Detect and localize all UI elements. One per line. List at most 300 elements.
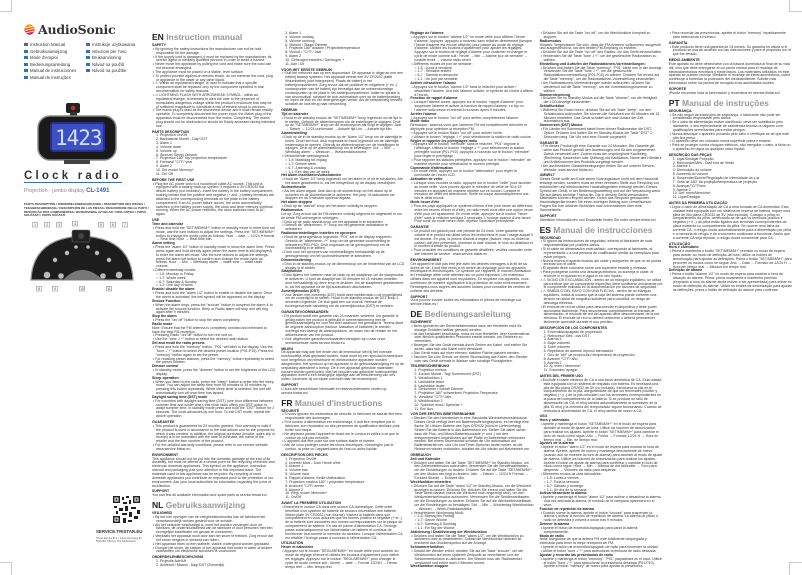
list-item: 1. Projectie Aan/Uit: [156, 559, 187, 564]
language-label: Istruzioni per l'uso: [92, 48, 127, 54]
part-callout: [107, 287, 112, 292]
bullet-item: • Bij het niet opvolgen van de veiligheidsinstructies kan de fabrikant niet verantwoordelijk worden gesteld voor de schade.: [152, 516, 275, 524]
bullet-item: • Enchufe el cable eléctrico de CA a una toma doméstica de CA. Esta unidad está equipada con un sistema de respaldo con batería. Es necesaria una pila de litio plana CR2032 de 3V (no incluida). Introduzca la pila en el compartimento de la pila, asegurándose de que los terminales positivo y negativo (+ y -) de la pila coinciden con los terminales correspondientes en la placa del compartimento de la batería. Si se produce un fallo de alimentación de CA, el reloj cambia automáticamente al suministro de la pila. El reloj y la memoria del temporizador siguen funcionando. Cuando se reanuda la alimentación de CA, el reloj cambia de nuevo a CA.: [540, 379, 663, 414]
bullet-item: • Plug the AC power cord to a household outlet AC source. This unit is equipped with a battery back-up system; it requires a 3V CR2032 flat lithium battery (not included). Insert the battery in the battery compartment, making certain that the positive and negative (+ and -) battery terminals are attached to the corresponding terminals on the plate in the battery compartment. If an AC power failure occurs, the clock automatically switches to the battery power supply, the clock and timer memory continue running. When the AC power resumes, the clock switches back to AC again.: [152, 183, 275, 218]
bullet-item: • Als het netsnoer beschadigd is, moet het worden vervangen door de fabrikant, de onderhoudsdienst van de fabrikant of door personen met een soortgelijke kwalificatie om gevaar te voorkomen.: [152, 524, 275, 536]
language-code: NL: [152, 500, 164, 511]
list-item: ○ 1-5: Montag bis Freitag: [414, 514, 454, 519]
model-number: CL-1491: [86, 188, 110, 194]
bullet-item: • Utilisez le bouton "réglage -/ +" pour sélectionner la station de radio voulue.: [410, 136, 533, 140]
cover-panel: [0, 0, 150, 575]
list-item: ○ 1-1 : Un jour par semaine: [414, 77, 458, 82]
language-title: Gebruiksaanwijzing: [165, 500, 246, 511]
part-callout: [57, 223, 62, 228]
bullet-item: • Appuyez sur le bouton "alarme 1/2" en mode veille pour afficher l'heure d'alarme. Appuyez, appuyez à nouveau sans relâcher directement (lorsque l'heure d'alarme est encore affichée) pour passer au mode de réglage d'alarme. Utilisez les boutons d'ajustement pour ajuster les réglages. Appuyez sur le bouton de réglage d'alarme pour confirmer et changer le cycle de mode comme suit : Heure → Min → Alarme jour de semaine → tonalité réveil → volume radio réveil.: [410, 36, 533, 63]
section-heading: SUPPORT: [281, 383, 299, 388]
bullet-item: • Für Länder mit Sommerzeit bietet Ihnen dieser Radiowecker die DST-Option. Drücken und halten Sie im Standby-Modus die Taste "DST" 2 Sekunden lang. Die Uhr wird eine Stunde vorgestellt.: [540, 128, 663, 140]
bullet-item: • Ne déplacez jamais l'appareil en tirant sur le cordon et veillez à ce que le cordon ne soit pas entortillé.: [281, 433, 404, 441]
language-label: Manual de instruções: [30, 74, 71, 80]
list-item: ○ 6-7: Sábado y domingo: [543, 483, 584, 488]
part-callout: [80, 287, 85, 292]
section-heading: ANTES DEL PRIMER USO: [539, 374, 584, 379]
bullet-item: • Diferentes modos de días laborables:: [540, 473, 663, 477]
bullet-item: • Apriete el botón de encendido/apagado de radio para encender la unidad.: [540, 546, 663, 550]
subsection-heading: Radiomodus: [281, 207, 303, 212]
list-item: 1. Projektion ein/aus: [414, 368, 447, 373]
bullet-item: • Nunca desloque o aparelho puxando pelo cabo e certifique-se de que este não fica preso.: [669, 133, 792, 141]
bullet-item: • Verschiedene Wochentag-Modi:: [410, 512, 533, 516]
section-heading: GARANTIEVOORWAARDEN: [281, 309, 329, 314]
section-heading: ONDERDELENBESCHRIJVING: [152, 555, 204, 560]
language-item: [24, 68, 86, 73]
paragraph: Cet appareil ne doit pas être jeté avec les déchets ménagers à la fin de sa durée de vie, il doit être remis à un centre de recyclage pour les appareils électriques et électroniques. Ce symbole sur l'appareil, le manuel d'utilisation et l'emballage attire votre attention sur ce point important. Les matériaux utilisés dans cet appareil sont recyclables. En recyclant vos appareils, vous contribuez de manière significative à la protection de notre environnement. Renseignez-vous auprès des autorités locales pour connaître les centres de collecte des déchets.: [410, 261, 532, 293]
list-item: ○ 1-7 : Semaine entière: [414, 69, 452, 74]
language-label: Instrukcje użytkowania: [92, 42, 136, 47]
bullet-item: • Si ignora las instrucciones de seguridad, eximirá al fabricante de toda responsabilidad por posibles daños.: [540, 240, 663, 248]
bullet-item: • Se o cabo de alimentação estiver danificado, deve ser substituído pelo fabricante, o seu representante de assistência técnica ou alguém com qualificações semelhantes para evitar perigos.: [669, 121, 792, 133]
section-heading: DESCRIPCIÓN DE LOS COMPONENTES: [539, 325, 608, 330]
language-flag-icon: [86, 63, 90, 66]
subsection-heading: Radio mode: [152, 321, 173, 326]
section-heading: MILIEU: [281, 346, 294, 351]
callout-number: 5: [100, 223, 102, 227]
bullet-item: • Branchez le cordon CA dans une source CA domestique. Cette unité bénéficie d'un système de batterie de secours nécessitant une batterie lithium plate 3V CR2032 (non fournie). Insérez la batterie dans son compartiment en vous assurant que les bornes positive et négative (+ et -) de la batterie sont associées aux bornes correspondantes sur la plaque du compartiment de batterie. En cas de panne d'alimentation CA, l'horloge passe automatiquement sur l'alimentation de batterie et continue de fonctionner tout comme la mémoire du minuteur. Lorsque l'alimentation CA est rétablie, l'horloge passe à nouveau à l'alimentation CA.: [281, 506, 404, 541]
list-item: 3. Alarme 1: [672, 164, 691, 169]
subsection-heading: Het alarm inschakelen/uitschakelen: [281, 173, 342, 178]
list-item: 4. Volume bas: [285, 468, 308, 473]
address-line-2: 5015 BH Tilburg | The Netherlands: [96, 540, 136, 544]
list-item: ○ 6-7: Samstag & Sonntag: [414, 522, 457, 527]
language-item: [86, 62, 148, 67]
list-item: 5. Volume haut: [285, 472, 309, 477]
subsection-heading: Mode heure d'été: [410, 200, 440, 205]
bullet-item: • When the alarm rings, press the "snooze" button to suspend the alarm & to activate the snooze function. Beep or Radio alarm will stop and will ring again after 9 minutes.: [152, 304, 275, 316]
list-item: 8. Avançar/°C/°F/ano: [672, 183, 706, 188]
list-item: ○ 1-1: Un día de la semana: [543, 487, 587, 492]
subsection-heading: Hora y calendario: [539, 418, 570, 423]
list-item: ○ 1-7: Ganze Woche: [414, 518, 448, 523]
list-item: ○ 1-5: Lunes a viernes: [543, 475, 579, 480]
list-item: 2. Zurück/ Monat - Tag/ Sommerzeit (DST): [414, 372, 482, 377]
list-item: 10. Speicher einst./ Speicher +: [414, 402, 463, 407]
bullet-item: • Prima o botão "alarme 1/2" no modo de espera para mostrar a hora de ativação do alarme. Prima, prima novamente e mantenha premido (enquanto a hora do alarme ainda estiver a ser apresentada) para entrar no modo de definição do alarme. Utilize os botões de sintonização para ajustar as definições, prima o botão de definição do alarme para confirmar.: [669, 273, 792, 292]
callout-number: 4: [74, 222, 76, 226]
part-callout: [99, 223, 104, 228]
list-item: 10. Régl. mode/ Mémoire+: [285, 491, 328, 496]
section-heading: DESCRIPTION DES PIÈCES: [281, 452, 328, 457]
bullet-item: • Druk tijdens het luisteren naar de radio op de slaapknop om de slaapmodus te activeren. U kunt de slaaptijd van 90 minuten tot 15 minuten instellen door herhaaldelijk op deze knop te drukken. Als de slaaptimer geselecteerd is, zal het apparaat na de tijd automatisch uitschakelen.: [281, 274, 404, 289]
bullet-item: • Drücken und halten Sie die Taste "alarm 1/2", um die Weckfunktion zu aktivieren oder zu deaktivieren. Sobald die Weckfunktion aktiviert ist, erscheint das Glockensymbol auf der Anzeige.: [410, 535, 533, 547]
bullet-item: • Appuyez sur le bouton "RÉGL/MÉM/M+" en mode veille pour accéder au mode de réglage d'heure et utilisez les boutons d'ajustement pour définir les réglages. Appuyez sur le bouton "RÉGL/MÉM/M+" pour changer le cycle de mode comme suit : Année → date → Format 12/24H → Heure temps réel → Min. temps réel.: [281, 550, 404, 569]
list-item: 2. Backwards/ Month - Day/ DST: [156, 137, 208, 142]
subsection-heading: Fonction de rappel d'alarme: [410, 96, 458, 101]
bullet-item: • ⚠ Within an equilateral triangle, is used to indicate that a specific component shall be replaced only by the component specified in that documentation for safety reasons.: [152, 82, 275, 94]
bullet-item: • Different weekday modes:: [152, 269, 275, 273]
section-heading: GARANTIE: [539, 140, 559, 145]
list-item: 11. On/Off: [285, 495, 302, 500]
list-item: 11. On/ Off: [156, 171, 174, 176]
bullet-item: • Ist das Netzkabel beschädigt, muss es vom Hersteller, dem Kundendienst oder ähnlich qualifizierten Personen ersetzt werden, um Gefahren zu vermeiden.: [410, 333, 533, 345]
subsection-heading: Sommerzeit (DST) Modus: [539, 123, 583, 128]
language-flag-icon: [24, 43, 28, 46]
bullet-item: • For recalling preset stations, press the "memory" button repeatedly to select the preset number.: [152, 358, 275, 366]
subsection-heading: Sluimerfunctie: [281, 184, 306, 189]
subsection-heading: Mode radio: [410, 119, 430, 124]
bullet-item: • El enchufe de red se utiliza para desconectar el dispositivo y debe poder accionarse fácilmente. Para desconectar completamente la entrada de alimentación, el enchufe de red del aparato debe desconectarse de la red eléctrica. El enchufe de red no deberá obstruirse o deberá permanecer fácilmente accesible durante el uso previsto.: [540, 306, 663, 325]
list-item: 6. Sluimer / Slaap/ Dimmer: [285, 42, 328, 47]
section-heading: SUPPORT: [410, 294, 428, 299]
bullet-item: • Voor landen met zomertijd (DST) biedt deze wekkerradio u de mogelijkheid om de zomertijd in te stellen. Houd in de standby-modus de DST-knop 2 seconden ingedrukt. De klok gaat één uur vooruit. Herhaal de bovengenoemde handeling om de zomertijdmodus (DST) te verlaten.: [281, 294, 404, 309]
language-flag-icon: [86, 50, 90, 53]
list-item: 9. Alarme 2: [285, 487, 304, 492]
subsection-heading: Función de repetición de alarma: [539, 506, 594, 511]
bullet-item: • Stecken Sie den Netzstecker in eine Haushalts-Wechselstromsteckdose. Dieses Gerät verfügt über ein Batteriepufferungssystem; es benötigt eine flache 3V Lithium Batterie des Typs CR2032 (nicht im Lieferumfang). Setzen Sie die Batterie in das Batteriefach ein. Stellen Sie dabei sicher, dass die Plus- und Minus-Batteriekontakte (+ und -) mit den entsprechenden Anschlüssen auf der Platte im Batteriefach verbunden werden. Bei einem Stromausfall schaltet die Uhr automatisch auf Batteriebetrieb um, und Uhr und Timer-Speicher laufen weiter. Ist der Netzstrom wieder vorhanden, schaltet die Uhr wieder auf Netzbetrieb um.: [410, 417, 533, 452]
list-item: ○ 1-1: Een dag van de week: [285, 169, 330, 174]
company-address: [96, 537, 142, 544]
bullet-item: • Beim Ignorieren der Sicherheitshinweise kann der Hersteller nicht für etwaige Schäden haftbar gemacht werden.: [410, 325, 533, 333]
bullet-item: • Cuando suene la alarma, apriete el botón "snooze" para suspender la alarma y activar la función de repetición de alarma. La alarma de pitido o radio se detendrá y volverá a sonar tras 9 minutos.: [540, 512, 663, 524]
section-heading: SUPPORT: [152, 489, 170, 494]
bullet-item: • Druk op de in de standby-modus op de "Alarm 1/2" knop om de alarmtijd te tonen. Druk hem kort, druk nogmaals en houd ingedrukt om de alarmtijd-instelmodus te openen. Gebruik de afstemknoppen om de instellingen te wijzigen. Druk op de alarminstelknop om te bevestigen: Uur → Min. → Weekdag alarm → Wektoon → Wekkerradiovolume.: [281, 136, 404, 155]
callout-number: 11: [107, 287, 111, 291]
language-title: Bedienungsanleitung: [424, 309, 511, 320]
language-item: [24, 55, 86, 60]
list-item: 1. Projection On/Off: [285, 456, 317, 461]
language-title: Manuel d'instructions: [294, 397, 383, 408]
list-item: ○ 1-1: Ein Tag der Woche: [414, 525, 455, 530]
subsection-heading: Arrêter l'alarme: [410, 111, 437, 116]
bullet-item: • Die ausführlichen Garantiebedingungen finden Sie auf unserer Service-Website: www.service.tristar.eu: [540, 165, 663, 173]
paragraph: Vous pouvez trouver toutes les informations et pièces de rechange sur service.tristar.eu !: [410, 298, 521, 307]
section-heading: GARANTIE: [410, 225, 429, 230]
callout-number: 3: [58, 223, 60, 227]
part-callout: [111, 223, 116, 228]
subsection-heading: Commande d'atténuation: [410, 165, 453, 170]
language-flag-icon: [24, 69, 28, 72]
list-item: 7. Projection rotation 180° / projection température: [285, 479, 365, 484]
list-item: 7. Giro de 180° de proyección/ temperatura de proyección: [543, 352, 635, 357]
callout-number: 9: [54, 287, 56, 291]
language-label: Návod na použitie: [92, 68, 127, 74]
part-callout: [33, 223, 38, 228]
bullet-item: • Bewegen Sie das Gerät niemals durch Ziehen am Kabel, und stellen Sie sicher, dass sich das Kabel nicht verwickelt.: [410, 344, 533, 352]
list-item: ○ 1-1: One day of week: [156, 283, 193, 288]
bullet-item: • Het apparaat moet op een stabiele, vlakke ondergrond worden geplaatst.: [152, 543, 275, 547]
section-heading: SAFETY: [152, 43, 166, 47]
bullet-item: • Utilice el botón "tune -/ +" para seleccionar la emisora de radio deseada.: [540, 550, 663, 554]
bullet-item: • For countries with daylight saving time (DST) (one hour difference between summer time and winter time), this clock radio offers you DST option to adapt summer time. In standby mode press and hold the "DST" button for 2 seconds. The clock advances by one hour. To exit DST mode, repeat the above operation.: [152, 400, 275, 419]
list-item: 1. Ligar/Desligar Projeção: [672, 156, 714, 161]
list-item: 11. Ligar/Desligar: [672, 195, 701, 200]
list-item: 9. Alarm 2: [156, 164, 172, 169]
list-item: ○ 6-7: Zaterdag & zondag: [285, 165, 326, 170]
paragraph: Dit apparaat mag aan het einde van de levensduur niet bij het normale huishoudelijk afval geplaatst worden, maar moet bij een speciaal inzamelpunt voor hergebruik van elektrische en elektronische apparaten worden aangeboden. Het symbool op het apparaat, in de gebruiksaanwijzing en op de verpakking attendeert u hierop. De in het apparaat gebruikte materialen kunnen worden gerecycled. Met het recyclen van gebruikte huishoudelijke apparaten levert u een belangrijke bijdrage aan de bescherming van ons milieu. Informeer bij uw lokale overheid naar het inzamelpunt.: [281, 350, 404, 382]
list-item: 2. Retroceso/ Mes - día/ DST: [543, 333, 590, 338]
list-item: 4. Bajar volumen: [543, 341, 571, 346]
subsection-heading: Activation de veille: [410, 177, 443, 182]
language-item: [86, 55, 148, 60]
bullet-item: • Drücken und halten Sie die Taste "memory". "P01" blinkt nun in der Anzeige. Verwenden Sie die Taste "tune -/ +", um die gewünschte Radiostationsvoreinstellung (P01-P10) zu wählen. Drücken Sie erneut auf die Taste "memory", um die Radiostationen-Voreinstellung einzustellen.: [540, 67, 663, 82]
bullet-item: • Tauchen Sie zum Schutz vor einem Stromschlag das Kabel, den Stecker oder das Gerät niemals in Wasser oder sonstige Flüssigkeiten.: [410, 356, 533, 364]
list-item: 6. Snooze/ Sleep/ Dimmer: [156, 152, 198, 157]
bullet-item: • Während Sie Radio hören, drücken Sie auf die Taste "sleep", um den Schlafmodus aufzurufen. Sie können die Schlafzeit von 90 Minuten bis 15 Minuten einstellen. Das Gerät schaltet sich nach Ablauf der Zeit automatisch aus.: [540, 109, 663, 124]
language-item: [86, 68, 148, 73]
list-item: 9. Alarme 2: [672, 187, 691, 192]
list-item: ○ 1-5: Monday to Friday: [156, 271, 194, 276]
bullet-item: • Pressing Radio "on/ off" button to turn the unit on.: [152, 334, 275, 338]
product-subtitle: [24, 188, 109, 194]
subsection-heading: Radiovoorinstellingen instellen en oproepen: [281, 231, 357, 236]
list-item: 7. Projectie 180° draaien / Projectietemperatuur: [285, 46, 360, 51]
language-title: Instruction manual: [166, 32, 243, 42]
list-item: 7. Projection 180° flip/ projection temperature: [156, 156, 228, 161]
bullet-item: • Voor uitgebreide garantievoorwaarden verwijzen wij u naar onze servicewebsite: www.service.tristar.eu: [281, 338, 404, 346]
bullet-item: • Para recordar las presintonías, apriete el botón "memory" repetidamente para seleccionar el número.: [669, 32, 792, 40]
list-item: 5. Subir volumen: [543, 345, 571, 350]
section-heading: SEGURANÇA: [668, 108, 692, 113]
bullet-item: • Si el cable de alimentación está dañado, corresponde al fabricante, al representante o a una persona de cualificación similar su reemplazo para evitar peligros.: [540, 248, 663, 260]
bullet-item: • Ligue o cabo de alimentação de CA a uma tomada de CA doméstica. Esta unidade está equipada com um sistema de reserva de bateria, requer uma pilha de lítio plana CR2032 de 3V (não incluída). Coloque a pilha no compartimento da pilha, certificando-se de que os terminais positivo e negativo (+ e -) da pilha estão ligados aos terminais correspondentes da placa existente no compartimento da pilha. Se ocorrer uma falha da corrente CA, o relógio muda automaticamente para a alimentação por pilha e a memória do relógio e do cronómetro continuam a funcionar. Assim que a corrente CA seja reposta, o relógio muda novamente para CA.: [669, 206, 792, 241]
subsection-heading: Dimmerbediening: [281, 257, 312, 262]
section-heading: AVANT LA PREMIÈRE UTILISATION: [281, 501, 341, 506]
section-heading: GARANTÍA: [668, 40, 688, 45]
callout-number: 7: [124, 223, 126, 227]
list-item: 8. Vorwärts/ °C/°F/ Jahr: [414, 395, 452, 400]
bullet-item: • Drücken Sie auf die Taste "on/ off" des Radios, um das Gerät einzuschalten.: [540, 51, 663, 55]
bullet-item: • Use the "tune -/ +" button to select the desired radio station.: [152, 338, 275, 342]
section-heading: SÉCURITÉ: [281, 408, 300, 413]
bullet-item: • Para protegerse contra una descarga eléctrica, no sumerja el cable, el enchufe ni el aparato en el agua ni en otro líquido.: [540, 271, 663, 279]
callout-number: 10: [80, 287, 84, 291]
bullet-item: • O aparelho deve ser colocado numa superfície plana e estável.: [669, 140, 792, 144]
bullet-item: • If the supply cord is damaged, it must be replaced by the manufacturer, its service agent or similarly qualified persons in order to avoid a hazard.: [152, 56, 275, 64]
list-item: 7. Volta de 180° da projeção/temperatura de projeção: [672, 179, 757, 184]
subsection-heading: Aktivierung / Deaktivierung der Weckfunktion: [410, 529, 487, 534]
language-flag-icon: [24, 56, 28, 59]
part-callout: [123, 223, 128, 228]
bullet-item: • Verschillende weekdagmodi:: [281, 155, 404, 159]
bullet-item: • Apriete y mantenga el botón "SET/MEM/M+" en el modo de espera para acceder al modo de ajuste de hora. Utilice los botones de sintonización para realizar los ajustes. Apriete el botón "SET/MEM/M+" para cambiar el ciclo de modo como sigue: Año → Fecha → Formato 12/24 H → Hora en tiempo real → Min. en tiempo real.: [540, 423, 663, 442]
list-item: ○ 1-5: Maandag tot vrijdag: [285, 158, 327, 162]
list-item: ○ 1-5 : Lundi à vendredi: [414, 65, 452, 70]
list-item: ○ 1-7: Toda la semana: [543, 479, 579, 484]
subsection-heading: Definição de alarme: [668, 268, 703, 273]
subsection-heading: Zomertijdmodus (DST): [281, 288, 320, 293]
bullet-item: • Houd de geheugenknop ingedrukt. "P01" zal in de display knipperen. Gebruik de "afstemmen -/+" knop om de gewenste voorinstelling te selecteren (P01-P10). Druk nogmaals op de geheugenknop om de voorinstelling in te stellen.: [281, 236, 404, 251]
list-item: 9. Weckfunktion 2: [414, 398, 443, 403]
list-item: 4. Volume down: [156, 144, 182, 149]
bullet-item: • In standby mode, press the "dimmer" button to set the brightness of the LCD display.: [152, 369, 275, 377]
subsection-heading: Het alarm stoppen: [281, 200, 313, 205]
bullet-item: • Das Gerät muss auf einer ebenen, stabilen Fläche platziert werden.: [410, 352, 533, 356]
paragraph: Este aparato no debe desecharse con la basura doméstica al final de su vida útil, sino que debe entregarse en un punto central para el reciclaje de electrodomésticos eléctricos y electrónicos. Los materiales utilizados en este aparato se pueden reciclar. Mediante el reciclaje de electrodomésticos, usted contribuye a fomentar la protección del medioambiente. Solicite más información sobre los puntos de recogida a las autoridades locales.: [668, 61, 791, 86]
bullet-item: • Verwenden Sie die Taste "tune -/ +", um die gewünschte Radiostation zu wählen.: [540, 55, 663, 63]
bullet-item: • Druk op de "aan/uit" knop om het alarm volledig te stoppen.: [281, 205, 404, 209]
bullet-item: • Ce produit est garanti pour une période de 24 mois. Votre garantie est valable si le produit est utilisé selon les instructions et pour l'usage auquel il est destiné. En plus, la preuve d'achat d'origine (facture, reçu ou ticket de caisse) doit être présentée, montrant la date d'achat, le nom du détaillant et le numéro d'article du produit.: [410, 230, 533, 249]
list-item: 10. Def. mem/Memória+: [672, 191, 711, 196]
language-label: Manual de instrucciones: [30, 68, 77, 74]
bullet-item: • Gebruik de "afstemmen -/+" knop om het gewenste radiostation te selecteren.: [281, 224, 404, 232]
bullet-item: • Press and hold the "alarm 1/2" button to enable or disable the alarm. Once the alarm is activated, the bell symbol will be appeared on the display.: [152, 292, 275, 300]
bullet-item: • Für dieses Produkt gilt eine Garantie von 24 Monaten. Die Garantie gilt, wenn das Produkt gemäß den Anweisungen und für den vorgesehenen Zweck verwendet wird. Zudem muss der ursprüngliche Kaufbeleg (Rechnung, Kassenbon oder Quittung) mit Kaufdatum, Name des Händlers und Artikelnummer des Produkts vorgelegt werden.: [540, 145, 663, 164]
section-heading: DESCRIÇÃO DAS PEÇAS: [668, 152, 712, 157]
subsection-heading: Weckfunktion stoppen: [410, 564, 449, 569]
part-callout: [45, 223, 50, 228]
language-code: ES: [539, 224, 551, 235]
product-subtitle-text: Projection - jumbo display: [24, 188, 85, 194]
bullet-item: • Drücken Sie im Standby-Modus auf die Taste "dimmer", um die Helligkeit der LCD-Anzeige einzustellen.: [540, 97, 663, 105]
section-heading: UMWELT: [539, 173, 555, 178]
language-item: [24, 49, 86, 54]
bullet-item: • Druk in de standby-modus op de dimmerknop om de helderheid van de LCD display in te stellen.: [281, 263, 404, 271]
language-heading: [410, 309, 533, 319]
section-heading: GUARANTEE: [152, 420, 175, 424]
subsection-heading: Heure et calendrier: [281, 545, 314, 550]
language-item: [24, 42, 86, 47]
section-heading: GEBRUIK: [281, 108, 298, 113]
language-list: [24, 42, 149, 80]
bullet-item: • ⚠ SÍMBOLO DEL RAYO CON UNA FLECHA - dentro de un triángulo equilátero, indica al usuario que la caja del sistema puede contener una tensión sin aislar de magnitud suficiente para constituir un riesgo de descarga eléctrica.: [540, 290, 663, 305]
language-flag-icon: [86, 43, 90, 46]
parts-diagram: [25, 220, 140, 292]
list-item: 8. Avancer/ °C/°F/ année: [285, 483, 325, 488]
language-code: FR: [281, 397, 293, 408]
paragraph: Dieses Gerät sollte am Ende seiner Nutzungsdauer nicht mit dem Hausmüll entsorgt werden, sondern muss an einer zentralen Stelle zum Recycling von elektrischen und elektronischen Haushaltsgeräten entsorgt werden. Dieses Symbol am Gerät, in der Bedienungsanleitung und auf der Verpackung weist Sie auf dieses wichtige Thema hin. Die in diesem Gerät verwendeten Materialien können recycelt werden. Durch das Recyceln gebrauchter Haushaltsgeräte leisten Sie einen wichtigen Beitrag zum Umweltschutz. Fragen Sie Ihre örtlichen Behörden nach Informationen über eine Sammelstelle.: [539, 177, 660, 212]
brand-logo: [24, 22, 115, 37]
language-heading: [281, 398, 404, 408]
language-item: [86, 42, 148, 47]
section-heading: VEILIGHEID: [152, 511, 173, 516]
bullet-item: • Press the "alarm 1/2" button in standby mode to show the alarm time. Press, press again and hold directly again (when the alarm time is still displayed) to enter the alarm set mode. Use the tune buttons to adjust the settings, press the alarm set button to confirm and change the mode cycle as follows: Hour → Min → Weekday alarm → wake tone → wake radio volume.: [152, 246, 275, 269]
subsection-heading: Ajustes de la alarma: [539, 441, 574, 446]
subsection-heading: Time and calendar: [152, 221, 184, 226]
bullet-item: • Se não seguir as instruções de segurança, o fabricante não pode ser considerado responsável pelo danos.: [669, 114, 792, 122]
bullet-item: • By ignoring the safety instructions the manufacturer can not be hold responsible for the damage.: [152, 48, 275, 56]
bullet-item: • Houd in de standby-modus de "SET/MEM/M+" knop ingedrukt om de tijd in te stellen. Gebruik de afstemknoppen om de instellingen te wijzigen. Druk op de "SET/MEM/M+" knop om de moduscyclus als volgt te wijzigen: Jaar → Datum → 12/24 uurformaat → Actuele tijd Uur → Actuele tijd Min.: [281, 117, 404, 132]
subsection-heading: Slaapfunctie: [281, 269, 303, 274]
language-label: Návod na použití: [92, 61, 125, 67]
bullet-item: • Sluit het netsnoer aan op een stopcontact. Dit apparaat is uitgerust met een batterij backup systeem. Het apparaat vereist een 3V CR2032 platte lithiumbatterij (niet inbegrepen). Plaats de batterij in het batterijcompartiment. Zorg ervoor dat de positieve en negatieve (+ en -) contactpunten van de batterij zijn bevestigd aan de overeenkomstige contactpunten op de plaat in het batterijcompartiment. Indien er sprake is van stroomuitval, schakelt de klok automatisch over op de batterijvoeding en lopen de klok en het timergeheugen verder. Als de netspanning herstelt, schakelt de klok terug naar netvoeding.: [281, 72, 404, 107]
section-heading: BEFORE THE FIRST USE: [152, 177, 195, 182]
bullet-item: • Dompel het snoer, de stekker of het apparaat niet onder in water of andere vloeistoffen om elektrische schokken te voorkomen.: [152, 547, 275, 555]
language-heading: [152, 500, 275, 510]
subsection-heading: Einstellung und Aufrufen der Radiostationen-Voreinstellungen:: [539, 61, 646, 66]
paragraph: Note: Ensure that the FM antenna is completely unrolled and extended to have the best FM reception.: [152, 325, 267, 334]
bullet-item: • Afin de vous protéger contre les chocs électriques, n'immergez pas le cordon, la prise ou l'appareil dans de l'eau ou autre liquide.: [281, 444, 404, 452]
language-flag-icon: [24, 76, 28, 79]
paragraph: This appliance should not be put into the domestic garbage at the end of its durability, but must be offered at a central point for the recycling of electric and electronic domestic appliances. This symbol on the appliance, instruction manual and packaging puts your attention to this important issue. The materials used in this appliance can be recycled. By recycling of used domestic appliances you contribute an important push to the protection of our environment. Ask your local authorities for information regarding the point of recollection.: [152, 456, 275, 488]
bullet-item: • Apriete el botón "alarm 1/2" en el modo de espera para mostrar la hora de alarma. Apriete, apriete de nuevo y mantenga directamente de nuevo (cuando aún se muestre la hora de alarma) para acceder al modo de ajuste de alarma. Utilice los botones de sintonización para realizar los ajustes. Apriete el botón de ajuste de alarma para confirmar y cambiar el ciclo de modo como sigue: Hora → Min → Alarma de día laborable → Tono para despertar → Volumen de radio para despertar.: [540, 446, 663, 473]
language-flag-icon: [24, 50, 28, 53]
language-heading: [669, 98, 792, 108]
bullet-item: • Verplaats het apparaat nooit door aan het snoer te trekken. Zorg ervoor dat het snoer nergens in verward kan raken.: [152, 535, 275, 543]
paragraph: Remarque : assurez-vous que l'antenne FM est complètement déroulée et déployée pour optimiser la réception FM.: [410, 123, 527, 132]
list-item: 4. Lautstärke leiser: [414, 379, 445, 384]
subsection-heading: Sleep operation: [152, 375, 179, 380]
bullet-item: • Appuyez sur le bouton "alarme 1/2" sans le relâcher pour activer / désactiver l'alarme. Une fois l'alarme activée, le symbole de cloche s'affiche à l'écran.: [410, 86, 533, 98]
clock-radio-image: [36, 100, 118, 168]
section-heading: UTILIZAÇÃO: [668, 241, 691, 246]
language-label: Gebruiksaanwijzing: [30, 48, 68, 54]
list-item: 10. Aj. mem./ Memoria+: [543, 364, 582, 369]
list-item: 5. Volume up: [156, 148, 177, 153]
bullet-item: • Press the "on/ off" button to stop the alarm completely.: [152, 319, 275, 323]
subsection-heading: Schlummerfunktion: [410, 545, 444, 550]
list-item: ○ 1-7: Whole week: [156, 275, 186, 280]
subsection-heading: Tijd en kalender: [281, 111, 309, 116]
language-item: [24, 75, 86, 80]
list-item: 3. Alarm 1: [285, 31, 302, 35]
subsection-heading: Alarminstelling: [281, 131, 307, 136]
paragraph: U kunt alle beschikbare informatie en reserveonderdelen vinden op service.tristar.eu!: [281, 386, 387, 395]
list-item: 3. Alarme 1: [285, 464, 304, 469]
address-line-1: Tristar Europe B.V. | Jules Verneweg 87,: [96, 537, 143, 540]
bullet-item: • Um Radiostationen-Voreinstellungen wieder aufzurufen, drücken Sie wiederholt auf die Taste "memory", um die Voreinstellungsnummer zu wählen.: [540, 82, 663, 94]
section-heading: ENVIRONNEMENT: [410, 257, 442, 262]
language-code: DE: [410, 309, 423, 320]
subsection-heading: Daylight saving time (DST) mode: [152, 394, 208, 399]
clock-display-time: 1423: [55, 126, 102, 150]
subsection-heading: Zeit und Kalender: [410, 456, 441, 461]
bullet-item: • Drücken Sie auf die Taste "on/ off", um die Weckfunktion komplett zu stoppen.: [540, 32, 663, 40]
section-heading: SICHERHEIT: [410, 320, 432, 325]
product-title: Clock radio: [24, 170, 122, 182]
part-callout: [73, 222, 78, 227]
section-heading: USO: [539, 414, 548, 419]
part-callout: [37, 287, 42, 292]
list-item: 9. Alarm 2: [285, 54, 302, 59]
bullet-item: • Lorsque l'alarme sonne, appuyez sur le bouton "rappel d'alarme" pour suspendre l'alarme et activer la fonction de rappel d'alarme. Le bip ou l'alarme radio cesse et retentit à nouveau après 9 minutes.: [410, 101, 533, 113]
list-item: 5. Lautstärke lauter: [414, 383, 445, 388]
subsection-heading: Set and recall the radio presets: [152, 341, 205, 346]
bullet-item: • Différents modes de jour de semaine :: [410, 63, 533, 67]
list-item: 2. Inversé/ Mois - Jour/ Heure d'été: [285, 460, 341, 465]
part-callout: [53, 287, 58, 292]
language-title: Manual de instruções: [682, 97, 769, 108]
callout-number: 2: [46, 223, 48, 227]
paragraph: Let op: Zorg ervoor dat de FM-antenne volledig uitgerold en uitgestrekt is om de beste FM-ontvangst te verkrijgen.: [281, 211, 402, 220]
section-heading: SOPORTE: [668, 86, 687, 91]
list-item: 10. Set mode/ Memory+: [156, 168, 194, 172]
callout-number: 8: [38, 287, 40, 291]
manual-text-columns: [152, 32, 792, 570]
list-item: 6. Schlummer / Schlaf/ Dimmer: [414, 387, 464, 392]
bullet-item: • Si vous ignorez les instructions de sécurité, le fabricant ne saurait être tenu responsable des dommages.: [281, 413, 404, 421]
section-heading: UTILISATION: [281, 541, 304, 546]
bullet-item: • Druk op de radio aan/uit-knop om het apparaat in te schakelen.: [281, 221, 404, 225]
section-heading: VOR DER ERSTEN INBETRIEBNAHME: [410, 412, 476, 417]
list-item: 11. Aan / Uit: [285, 61, 305, 66]
list-item: 8. Forward/ °C/°F/ year: [156, 160, 193, 165]
subsection-heading: Alarm setting: [152, 241, 175, 246]
bullet-item: • Nunca mueva el aparato tirando del cable y asegúrese de que no se pueda enredar con el cable.: [540, 260, 663, 268]
section-heading: ENVIRONMENT: [152, 452, 179, 457]
list-item: 2. Retroceder/Mês - Dia/Hora de Verão: [672, 160, 735, 165]
subsection-heading: Réglage de l'alarme: [410, 31, 444, 35]
paragraph: Hinweis: Vergewissern Sie sich, dass die FM-Antenne vollkommen ausgerollt und ausgestreckt ist, um den besten FM-Empfang zu erzielen.: [539, 42, 661, 51]
section-heading: TEILEBESCHREIBUNG: [410, 364, 450, 369]
bullet-item: • This product is guaranteed for 24 months granted. Your warranty is valid if the product is used in accordance to the instructions and for the purpose for which it was created. In addition, the original purchase (invoice, sales slip or receipt) is to be submitted with the date of purchase, the name of the retailer and the item number of the product.: [152, 425, 275, 444]
bullet-item: • En mode veille, appuyez sur le bouton "atténuation" pour régler la luminosité de l'écran LCD.: [410, 170, 533, 178]
language-label: Bedienungsanleitung: [30, 61, 71, 67]
list-item: 2. Achteruit / Maand - Dag/ DST (Zomertijd): [156, 563, 225, 567]
bullet-item: • Apriete y mantenga el botón "alarm 1/2" para activar o desactivar la alarma. Una vez activada la alarma, el símbolo de la campana aparecerá en el visor.: [540, 496, 663, 508]
service-website: SERVICE.TRISTAR.EU: [96, 529, 143, 534]
bullet-item: • Drücken Sie auf die Taste "alarm 1/2" im Standby-Modus, um die Weckzeit anzeigen zu lassen. Drücken Sie, drücken Sie erneut und halten Sie die Taste direkt danach (wenn die Weckzeit noch angezeigt wird), um den Weckzeiteinstellmodus aufzurufen. Verwenden Sie die Senderwahltasten, um die Einstellungen zu ändern. Drücken Sie auf die Weckzeiteinstelltaste, um die Einstellungen zu bestätigen: Std → Min → Wochentag Weckfunktion → Wecken → Weck-Radiolautstärke.: [410, 485, 533, 512]
bullet-item: • When you listen to the radio, press the "sleep" button to enter into the sleep mode. You can adjust the sleep time from 90 minutes to 15 minutes by pressing this button repeatedly. When sleep timer is selected, the unit will automatically turn off once time has lapsed.: [152, 381, 275, 396]
bullet-item: • Drücken und halten Sie die Taste "SET/MEM/M+" im Standby-Modus, um den Zeiteinstellmodus aufzurufen. Verwenden Sie die Senderwahltasten, um die Einstellungen zu ändern. Drücken Sie auf die Taste "SET/MEM/M+", um den Modus wie folgt zu ändern: Jahr → Datum → 12/24 H Format → Echtzeit Stunde → Echtzeit Min.: [410, 462, 533, 481]
brand-name: AudioSonic: [38, 22, 116, 37]
